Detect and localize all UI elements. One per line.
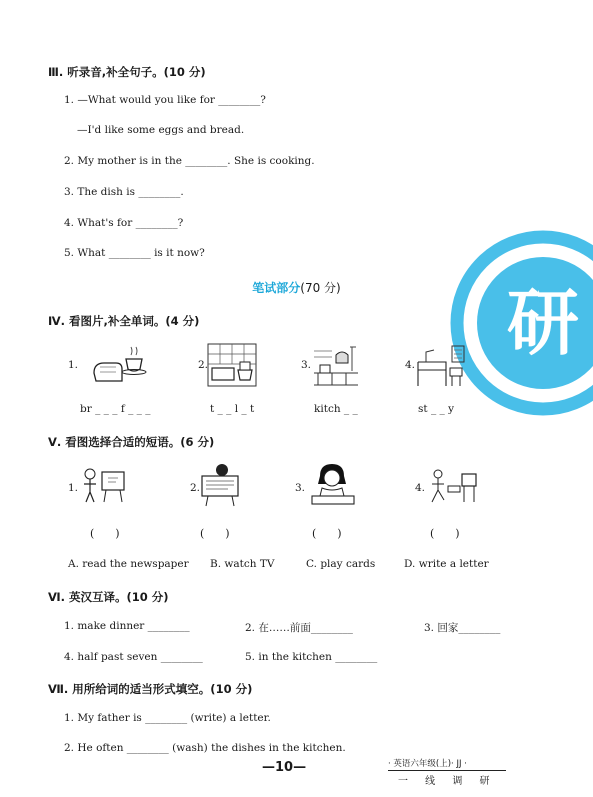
- s6-item-2: 2. 在……前面________: [245, 622, 353, 634]
- s5-answer-2[interactable]: ( ): [200, 527, 230, 540]
- s5-option-c: C. play cards: [306, 558, 376, 570]
- section-6-title: Ⅵ. 英汉互译。(10 分): [48, 590, 169, 604]
- breakfast-picture-icon: [90, 345, 148, 385]
- footer-brand: 一 线 调 研: [398, 776, 497, 787]
- read-newspaper-picture-icon: [198, 462, 244, 508]
- s5-number-1: 1.: [68, 482, 79, 494]
- s6-item-4: 4. half past seven ________: [64, 651, 203, 663]
- s3-item-1-answer: —I'd like some eggs and bread.: [77, 124, 245, 136]
- page-number: —10—: [262, 760, 307, 775]
- play-cards-picture-icon: [80, 466, 130, 506]
- s6-item-3: 3. 回家________: [424, 622, 501, 634]
- footer-book-title: · 英语六年级(上)· JJ ·: [388, 759, 467, 769]
- s3-item-3: 3. The dish is ________.: [64, 186, 184, 198]
- s4-number-2: 2.: [198, 359, 209, 371]
- s3-item-5: 5. What ________ is it now?: [64, 247, 205, 259]
- s3-item-2: 2. My mother is in the ________. She is cooking.: [64, 155, 315, 167]
- s5-answer-3[interactable]: ( ): [312, 527, 342, 540]
- s7-item-2: 2. He often ________ (wash) the dishes in the kitchen.: [64, 742, 346, 754]
- s7-item-1: 1. My father is ________ (write) a letter.: [64, 712, 271, 724]
- written-part-title: [0, 279, 593, 296]
- kitchen-picture-icon: [312, 343, 360, 387]
- watermark-char: 研: [506, 281, 580, 365]
- s5-answer-1[interactable]: ( ): [90, 527, 120, 540]
- study-picture-icon: [416, 342, 466, 388]
- written-part-points: (70 分): [300, 281, 341, 295]
- watermark-seal-icon: [448, 228, 593, 418]
- toilet-picture-icon: [206, 342, 258, 388]
- s4-number-3: 3.: [301, 359, 312, 371]
- s3-item-1: 1. —What would you like for ________?: [64, 94, 266, 106]
- footer-divider: [388, 770, 506, 771]
- s5-number-3: 3.: [295, 482, 306, 494]
- written-part-label: 笔试部分: [252, 281, 301, 295]
- section-7-title: Ⅶ. 用所给词的适当形式填空。(10 分): [48, 682, 253, 696]
- s6-item-1: 1. make dinner ________: [64, 620, 190, 632]
- s5-answer-4[interactable]: ( ): [430, 527, 460, 540]
- s4-number-4: 4.: [405, 359, 416, 371]
- s5-option-b: B. watch TV: [210, 558, 275, 570]
- s5-number-2: 2.: [190, 482, 201, 494]
- s5-option-a: A. read the newspaper: [68, 558, 189, 570]
- s4-word-2: t _ _ l _ t: [210, 403, 255, 415]
- watch-tv-picture-icon: [428, 466, 478, 506]
- s6-item-5: 5. in the kitchen ________: [245, 651, 378, 663]
- write-letter-picture-icon: [306, 462, 360, 508]
- s5-option-d: D. write a letter: [404, 558, 489, 570]
- s4-word-4: st _ _ y: [418, 403, 455, 415]
- section-3-title: Ⅲ. 听录音,补全句子。(10 分): [48, 65, 206, 79]
- section-5-title: Ⅴ. 看图选择合适的短语。(6 分): [48, 435, 215, 449]
- s4-word-3: kitch _ _: [314, 403, 358, 415]
- s5-number-4: 4.: [415, 482, 426, 494]
- s3-item-4: 4. What's for ________?: [64, 217, 184, 229]
- s4-word-1: br _ _ _ f _ _ _: [80, 403, 151, 415]
- section-4-title: Ⅳ. 看图片,补全单词。(4 分): [48, 314, 200, 328]
- s4-number-1: 1.: [68, 359, 79, 371]
